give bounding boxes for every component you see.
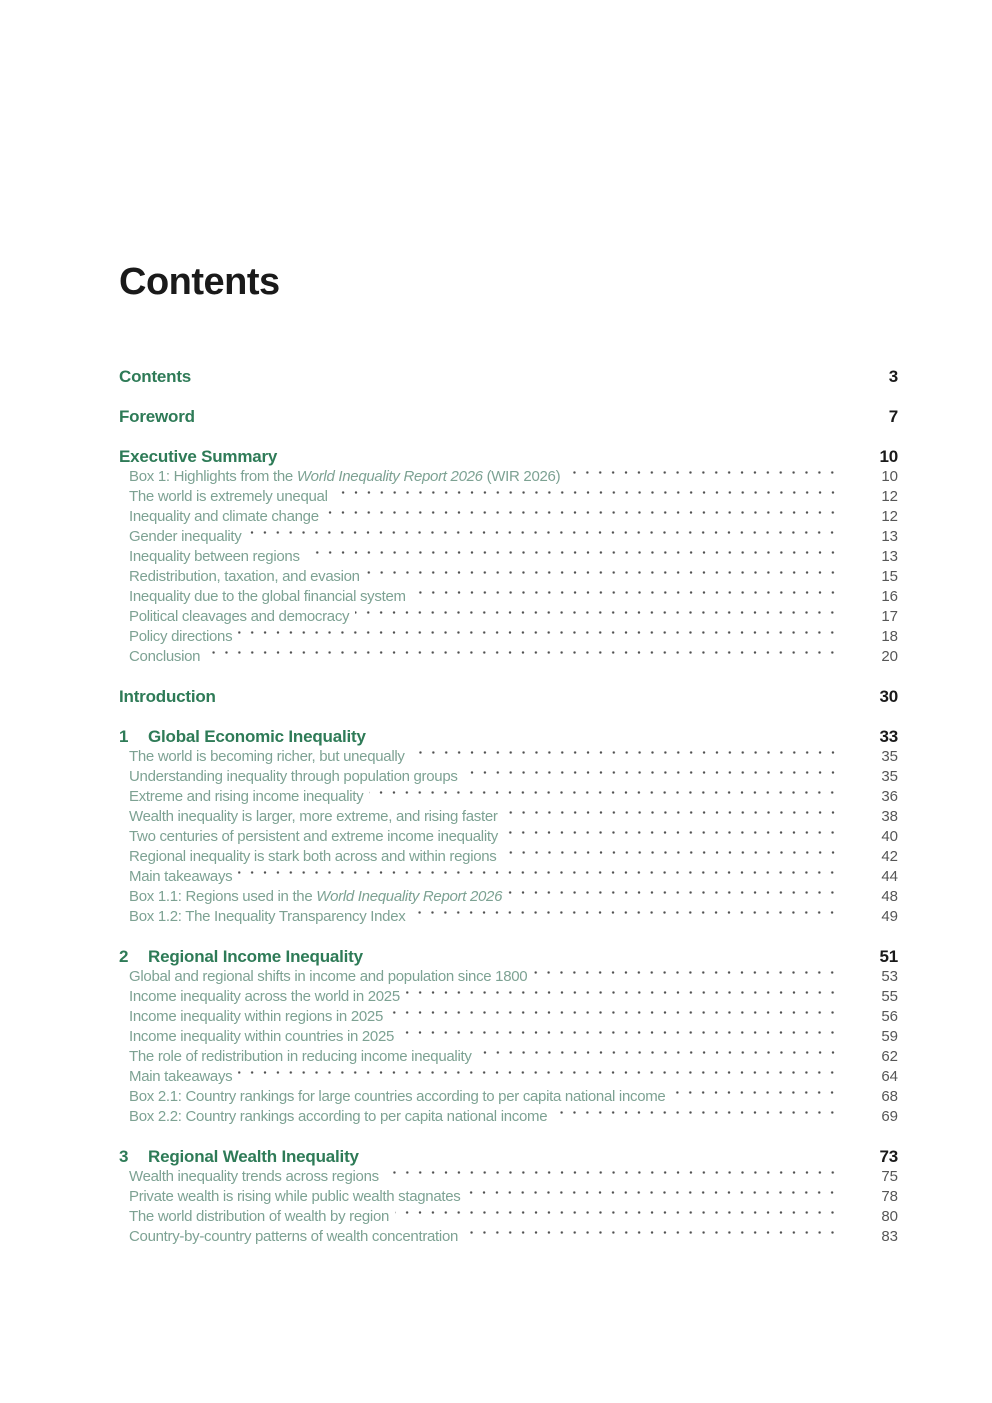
toc-entry-row[interactable] <box>119 827 898 847</box>
dot-leader <box>334 487 842 507</box>
toc-entry-page-number: 10 <box>881 468 898 485</box>
toc-entry-row[interactable] <box>119 567 898 587</box>
dot-leader <box>238 627 842 647</box>
toc-entry-page-number: 17 <box>881 608 898 625</box>
dot-leader <box>238 867 842 887</box>
dot-leader <box>369 787 842 807</box>
toc-entry-page-number: 53 <box>881 968 898 985</box>
toc-entry-row[interactable] <box>119 807 898 827</box>
toc-entry-page-number: 59 <box>881 1028 898 1045</box>
toc-entry-row[interactable] <box>119 1047 898 1067</box>
toc-entry-row[interactable] <box>119 847 898 867</box>
toc-entry-row[interactable] <box>119 1067 898 1087</box>
dot-leader <box>366 567 842 587</box>
toc-entry-text-italic: World Inequality Report 2026 <box>296 468 483 485</box>
toc-entry-page-number: 13 <box>881 528 898 545</box>
dot-leader <box>533 967 842 987</box>
dot-leader <box>385 1167 842 1187</box>
toc-part-label: Executive Summary <box>119 447 278 466</box>
toc-part-row[interactable] <box>119 407 898 427</box>
toc-entry-label <box>129 627 232 647</box>
toc-entry-row[interactable] <box>119 967 898 987</box>
toc-part-label: Contents <box>119 367 192 386</box>
dot-leader <box>400 1027 842 1047</box>
toc-entry-text: Extreme and rising income inequality <box>129 788 364 805</box>
toc-entry-label <box>129 527 241 547</box>
toc-entry-row[interactable] <box>119 907 898 927</box>
toc-part-row[interactable] <box>119 447 898 467</box>
toc-entry-text: Income inequality within regions in 2025 <box>129 1008 383 1025</box>
toc-entry-text: Inequality between regions <box>129 548 300 565</box>
toc-entry-text: Income inequality across the world in 2025 <box>129 988 400 1005</box>
toc-entry-row[interactable] <box>119 1107 898 1127</box>
toc-entry-text: (WIR 2026) <box>482 468 561 485</box>
toc-entry-row[interactable] <box>119 467 898 487</box>
toc-entry-page-number: 12 <box>881 488 898 505</box>
toc-entry-page-number: 80 <box>881 1208 898 1225</box>
toc-entry-row[interactable] <box>119 867 898 887</box>
toc-entry-label <box>129 1047 472 1067</box>
dot-leader <box>508 887 842 907</box>
toc-entry-page-number: 68 <box>881 1088 898 1105</box>
toc-entry-page-number: 48 <box>881 888 898 905</box>
toc-entry-label <box>129 587 406 607</box>
dot-leader <box>355 607 842 627</box>
toc-entry-row[interactable] <box>119 1187 898 1207</box>
toc-entry-row[interactable] <box>119 507 898 527</box>
toc-entry-label <box>129 1027 394 1047</box>
toc-entry-text: Conclusion <box>129 648 201 665</box>
toc-entry-text: The world is becoming richer, but unequally <box>129 748 405 765</box>
toc-entry-page-number: 75 <box>881 1168 898 1185</box>
dot-leader <box>504 827 842 847</box>
toc-entry-text: Understanding inequality through population groups <box>129 768 458 785</box>
toc-header-page-number: 30 <box>879 687 898 706</box>
toc-entry-page-number: 49 <box>881 908 898 925</box>
toc-entry-page-number: 55 <box>881 988 898 1005</box>
toc-entry-label <box>129 1087 665 1107</box>
toc-header-page-number: 33 <box>879 727 898 746</box>
dot-leader <box>395 1207 842 1227</box>
toc-chapter-row[interactable] <box>119 947 898 967</box>
dot-leader <box>412 587 842 607</box>
toc-entry-label <box>129 787 363 807</box>
toc-entry-page-number: 15 <box>881 568 898 585</box>
toc-entry-page-number: 13 <box>881 548 898 565</box>
toc-entry-text: Political cleavages and democracy <box>129 608 350 625</box>
toc-part-label: Foreword <box>119 407 195 426</box>
dot-leader <box>411 907 842 927</box>
toc-entry-row[interactable] <box>119 487 898 507</box>
dot-leader <box>671 1087 842 1107</box>
toc-header-page-number: 51 <box>879 947 898 966</box>
dot-leader <box>464 767 842 787</box>
dot-leader <box>238 1067 842 1087</box>
toc-header-page-number: 10 <box>879 447 898 466</box>
toc-entry-row[interactable] <box>119 1227 898 1247</box>
dot-leader <box>466 1187 842 1207</box>
toc-entry-text: Box 1.2: The Inequality Transparency Index <box>129 908 406 925</box>
toc-entry-label <box>129 1067 232 1087</box>
toc-chapter-label: Global Economic Inequality <box>148 727 366 746</box>
toc-entry-label <box>129 507 319 527</box>
toc-chapter-row[interactable] <box>119 727 898 747</box>
toc-header-page-number: 3 <box>888 367 898 386</box>
dot-leader <box>247 527 842 547</box>
toc-entry-text: Regional inequality is stark both across and within regions <box>129 848 497 865</box>
toc-entry-text: Redistribution, taxation, and evasion <box>129 568 360 585</box>
toc-entry-text: Main takeaways <box>129 1068 233 1085</box>
toc-entry-row[interactable] <box>119 1167 898 1187</box>
toc-entry-row[interactable] <box>119 627 898 647</box>
toc-entry-row[interactable] <box>119 787 898 807</box>
toc-chapter-row[interactable] <box>119 1147 898 1167</box>
toc-entry-text: Box 1.1: Regions used in the <box>129 888 317 905</box>
toc-header-page-number: 7 <box>888 407 898 426</box>
toc-entry-text: Box 2.1: Country rankings for large countries according to per capita national income <box>129 1088 666 1105</box>
toc-entry-label <box>129 1227 458 1247</box>
toc-entry-text: Wealth inequality is larger, more extreme, and rising faster <box>129 808 498 825</box>
toc-entry-label <box>129 1207 389 1227</box>
toc-entry-page-number: 18 <box>881 628 898 645</box>
toc-entry-text: Box 1: Highlights from the <box>129 468 297 485</box>
toc-entry-row[interactable] <box>119 1027 898 1047</box>
toc-chapter-label: Regional Wealth Inequality <box>148 1147 359 1166</box>
toc-entry-label <box>129 987 400 1007</box>
toc-entry-page-number: 69 <box>881 1108 898 1125</box>
dot-leader <box>325 507 842 527</box>
toc-entry-label <box>129 647 200 667</box>
toc-entry-text: Wealth inequality trends across regions <box>129 1168 379 1185</box>
toc-entry-label <box>129 1107 547 1127</box>
toc-entry-row[interactable] <box>119 647 898 667</box>
toc-part-label: Introduction <box>119 687 216 706</box>
toc-entry-label <box>129 487 328 507</box>
toc-entry-text: The role of redistribution in reducing income inequality <box>129 1048 472 1065</box>
toc-entry-row[interactable] <box>119 1087 898 1107</box>
toc-header-page-number: 73 <box>879 1147 898 1166</box>
dot-leader <box>566 467 842 487</box>
toc-entry-page-number: 35 <box>881 768 898 785</box>
toc-entry-text: Global and regional shifts in income and population since 1800 <box>129 968 528 985</box>
chapter-number: 2 <box>119 947 129 966</box>
toc-entry-label <box>129 887 502 907</box>
dot-leader <box>553 1107 842 1127</box>
dot-leader <box>389 1007 842 1027</box>
toc-entry-text: Gender inequality <box>129 528 242 545</box>
toc-entry-text: Inequality and climate change <box>129 508 319 525</box>
toc-entry-page-number: 40 <box>881 828 898 845</box>
toc-entry-page-number: 83 <box>881 1228 898 1245</box>
dot-leader <box>306 547 842 567</box>
toc-entry-text: Box 2.2: Country rankings according to per capita national income <box>129 1108 548 1125</box>
toc-entry-row[interactable] <box>119 527 898 547</box>
chapter-number: 1 <box>119 727 129 746</box>
dot-leader <box>503 847 842 867</box>
dot-leader <box>411 747 842 767</box>
toc-entry-page-number: 38 <box>881 808 898 825</box>
toc-entry-label <box>129 607 349 627</box>
toc-entry-text-italic: World Inequality Report 2026 <box>316 888 503 905</box>
toc-entry-text: Income inequality within countries in 2025 <box>129 1028 395 1045</box>
toc-entry-label <box>129 1167 379 1187</box>
toc-entry-label <box>129 847 497 867</box>
toc-entry-label <box>129 907 405 927</box>
toc-entry-label <box>129 1007 383 1027</box>
toc-entry-page-number: 56 <box>881 1008 898 1025</box>
toc-entry-row[interactable] <box>119 607 898 627</box>
toc-entry-page-number: 35 <box>881 748 898 765</box>
toc-entry-page-number: 20 <box>881 648 898 665</box>
toc-entry-label <box>129 967 527 987</box>
toc-chapter-label: Regional Income Inequality <box>148 947 363 966</box>
toc-entry-text: The world is extremely unequal <box>129 488 328 505</box>
toc-entry-label <box>129 807 498 827</box>
toc-entry-label <box>129 767 458 787</box>
toc-entry-text: Two centuries of persistent and extreme income inequality <box>129 828 498 845</box>
toc-part-row[interactable] <box>119 367 898 387</box>
toc-entry-text: The world distribution of wealth by region <box>129 1208 390 1225</box>
dot-leader <box>206 647 842 667</box>
toc-entry-row[interactable] <box>119 767 898 787</box>
toc-entry-row[interactable] <box>119 1207 898 1227</box>
toc-entry-label <box>129 827 498 847</box>
toc-part-row[interactable] <box>119 687 898 707</box>
toc-entry-row[interactable] <box>119 987 898 1007</box>
toc-entry-label <box>129 747 405 767</box>
table-of-contents <box>119 367 898 1247</box>
dot-leader <box>504 807 842 827</box>
toc-entry-page-number: 42 <box>881 848 898 865</box>
toc-entry-row[interactable] <box>119 547 898 567</box>
toc-entry-row[interactable] <box>119 887 898 907</box>
dot-leader <box>406 987 842 1007</box>
toc-entry-row[interactable] <box>119 587 898 607</box>
toc-entry-row[interactable] <box>119 1007 898 1027</box>
toc-entry-text: Country-by-country patterns of wealth concentration <box>129 1228 459 1245</box>
toc-entry-page-number: 78 <box>881 1188 898 1205</box>
chapter-number: 3 <box>119 1147 129 1166</box>
toc-entry-label <box>129 567 360 587</box>
page-title: Contents <box>119 261 280 304</box>
toc-entry-page-number: 12 <box>881 508 898 525</box>
toc-entry-text: Inequality due to the global financial system <box>129 588 406 605</box>
toc-entry-text: Private wealth is rising while public wealth stagnates <box>129 1188 461 1205</box>
dot-leader <box>478 1047 842 1067</box>
toc-entry-page-number: 36 <box>881 788 898 805</box>
toc-entry-label <box>129 467 560 487</box>
toc-entry-page-number: 16 <box>881 588 898 605</box>
toc-entry-page-number: 62 <box>881 1048 898 1065</box>
dot-leader <box>464 1227 842 1247</box>
toc-entry-page-number: 44 <box>881 868 898 885</box>
toc-entry-label <box>129 547 300 567</box>
toc-entry-label <box>129 867 232 887</box>
toc-entry-text: Policy directions <box>129 628 233 645</box>
toc-entry-row[interactable] <box>119 747 898 767</box>
toc-entry-page-number: 64 <box>881 1068 898 1085</box>
toc-entry-label <box>129 1187 460 1207</box>
toc-entry-text: Main takeaways <box>129 868 233 885</box>
